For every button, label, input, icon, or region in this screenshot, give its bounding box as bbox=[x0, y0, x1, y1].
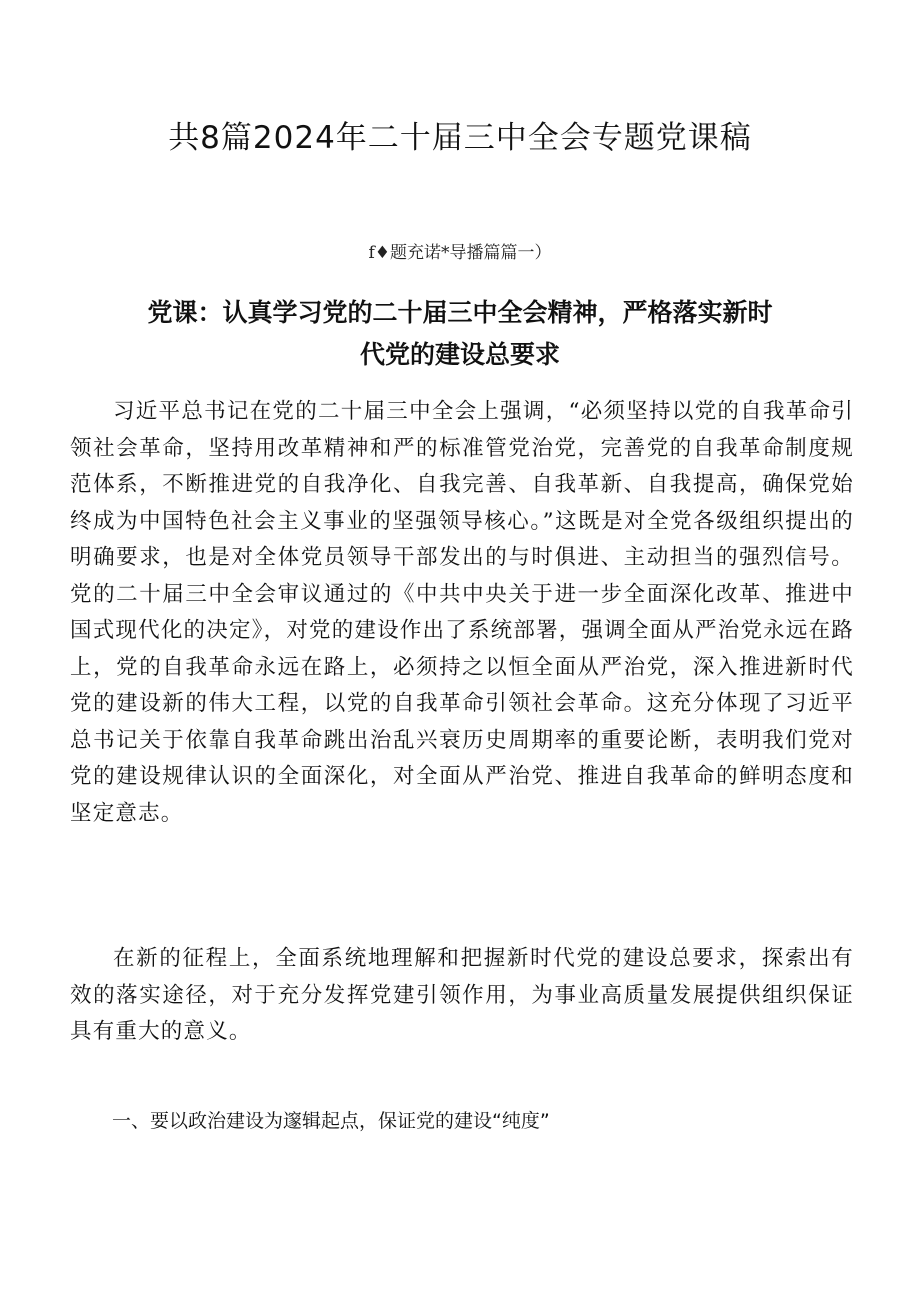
lesson-title-line-1: 党课：认真学习党的二十届三中全会精神，严格落实新时 bbox=[147, 298, 773, 327]
lesson-title-line-2: 代党的建设总要求 bbox=[359, 340, 560, 369]
section-heading: 一、要以政治建设为邃辑起点，保证党的建设“纯度” bbox=[112, 1110, 550, 1132]
lesson-title bbox=[100, 292, 820, 376]
document-title: 共8篇2024年二十届三中全会专题党课稿 bbox=[168, 120, 752, 156]
document-subtitle: f♦题充诺*导播篇篇一） bbox=[368, 243, 552, 263]
body-paragraph-1: 习近平总书记在党的二十届三中全会上强调，“必须坚持以党的自我革命引领社会革命，坚持用改革精神和严的标准管党治党，完善党的自我革命制度规范体系，不断推进党的自我净化、自我完善、自我革新、自我提高，确保党始终成为中国特色社会主义事业的坚强领导核心。”这既是对全党各级组织提出的明确要求，也是对全体党员领导干部发出的与时俱进、主动担当的强烈信号。党的二十届三中全会审议通过的《中共中央关于进一步全面深化改革、推进中国式现代化的决定》，对党的建设作出了系统部署，强调全面从严治党永远在路上，党的自我革命永远在路上，必须持之以恒全面从严治党，深入推进新时代党的建设新的伟大工程，以党的自我革命引领社会革命。这充分体现了习近平总书记关于依靠自我革命跳出治乱兴衰历史周期率的重要论断，表明我们党对党的建设规律认识的全面深化，对全面从严治党、推进自我革命的鲜明态度和坚定意志。 bbox=[70, 399, 854, 826]
body-paragraph-2: 在新的征程上，全面系统地理解和把握新时代党的建设总要求，探索出有效的落实途径，对于充分发挥党建引领作用，为事业高质量发展提供组织保证具有重大的意义。 bbox=[70, 946, 854, 1044]
